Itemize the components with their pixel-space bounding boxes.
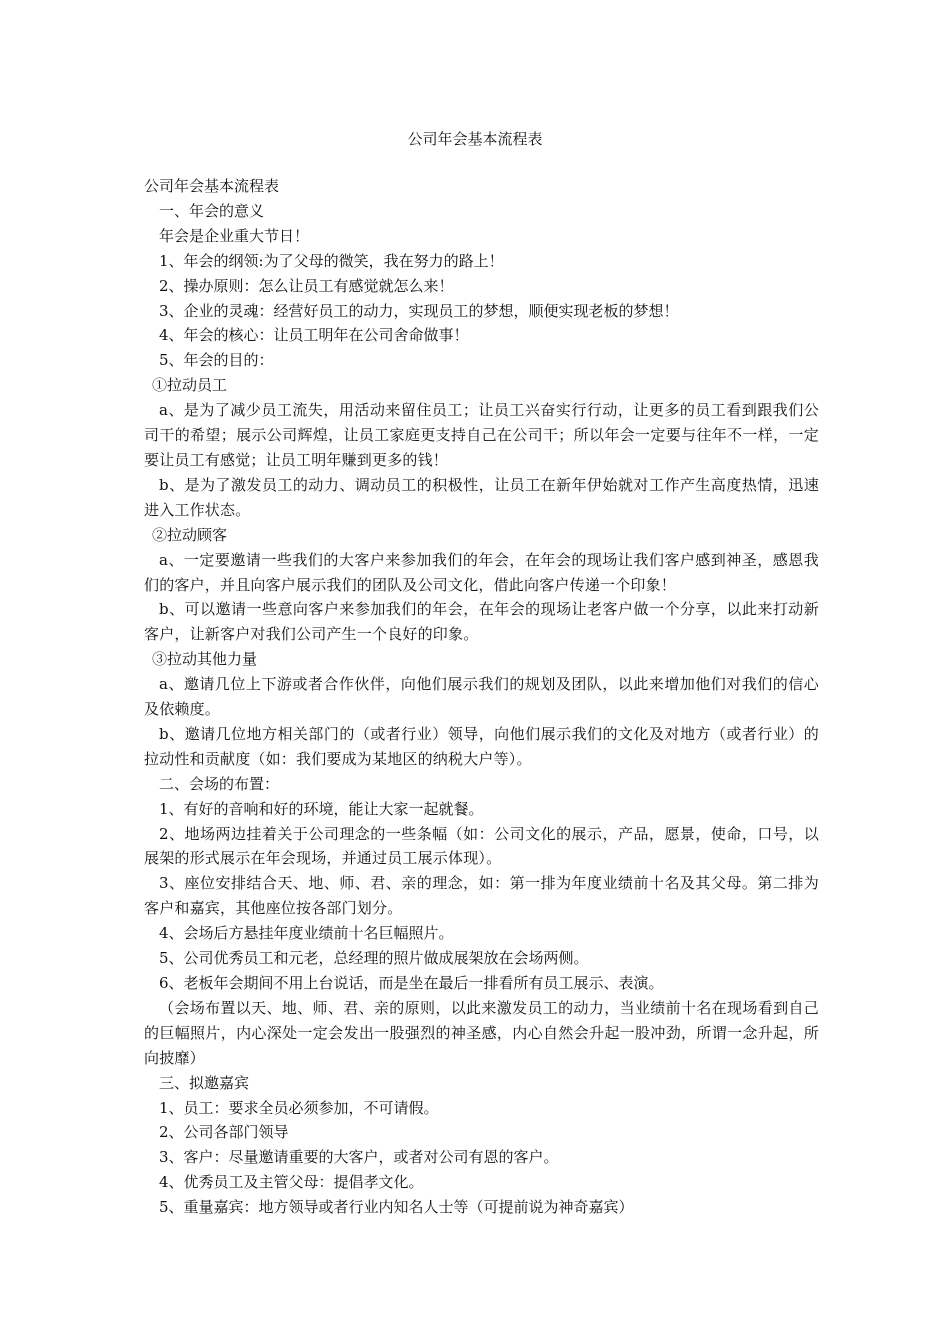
paragraph: 2、公司各部门领导 bbox=[159, 1123, 289, 1142]
paragraph: b、邀请几位地方相关部门的（或者行业）领导，向他们展示我们的文化及对地方（或者行业）的拉动性和贡献度（如：我们要成为某地区的纳税大户等）。 bbox=[144, 724, 819, 768]
paragraph: 1、年会的纲领:为了父母的微笑，我在努力的路上！ bbox=[159, 251, 504, 270]
paragraph: ②拉动顾客 bbox=[152, 525, 228, 544]
paragraph: 2、操办原则：怎么让员工有感觉就怎么来！ bbox=[159, 276, 454, 295]
paragraph: 4、年会的核心：让员工明年在公司舍命做事！ bbox=[159, 326, 469, 345]
paragraph: 5、公司优秀员工和元老，总经理的照片做成展架放在会场两侧。 bbox=[159, 949, 589, 968]
paragraph: 2、地场两边挂着关于公司理念的一些条幅（如：公司文化的展示，产品，愿景，使命，口号，以展架的形式展示在年会现场，并通过员工展示体现）。 bbox=[144, 824, 819, 868]
paragraph: 4、会场后方悬挂年度业绩前十名巨幅照片。 bbox=[159, 924, 454, 943]
paragraph: a、是为了减少员工流失，用活动来留住员工；让员工兴奋实行行动，让更多的员工看到跟我们公司干的希望；展示公司辉煌，让员工家庭更支持自己在公司干；所以年会一定要与往年不一样，一定要让员工有感觉；让员工明年赚到更多的钱！ bbox=[144, 401, 819, 469]
document-body bbox=[144, 174, 819, 1220]
paragraph: 3、座位安排结合天、地、师、君、亲的理念，如：第一排为年度业绩前十名及其父母。第二排为客户和嘉宾，其他座位按各部门划分。 bbox=[144, 874, 819, 918]
paragraph: a、邀请几位上下游或者合作伙伴，向他们展示我们的规划及团队，以此来增加他们对我们的信心及依赖度。 bbox=[144, 675, 819, 719]
paragraph: 公司年会基本流程表 bbox=[144, 177, 280, 195]
paragraph: 1、有好的音响和好的环境，能让大家一起就餐。 bbox=[159, 799, 484, 818]
paragraph: 3、客户：尽量邀请重要的大客户，或者对公司有恩的客户。 bbox=[159, 1148, 559, 1167]
paragraph: 5、年会的目的： bbox=[159, 351, 274, 370]
paragraph: 4、优秀员工及主管父母：提倡孝文化。 bbox=[159, 1173, 424, 1192]
paragraph: 二、会场的布置： bbox=[159, 774, 280, 793]
paragraph: 年会是企业重大节日！ bbox=[159, 226, 310, 245]
paragraph: （会场布置以天、地、师、君、亲的原则，以此来激发员工的动力，当业绩前十名在现场看到自己的巨幅照片，内心深处一定会发出一股强烈的神圣感，内心自然会升起一股冲劲，所谓一念升起，所向披靡） bbox=[144, 998, 819, 1067]
paragraph: ③拉动其他力量 bbox=[152, 650, 258, 669]
paragraph: 一、年会的意义 bbox=[159, 201, 265, 220]
paragraph: b、是为了激发员工的动力、调动员工的积极性，让员工在新年伊始就对工作产生高度热情，迅速进入工作状态。 bbox=[144, 475, 819, 519]
paragraph: 5、重量嘉宾：地方领导或者行业内知名人士等（可提前说为神奇嘉宾） bbox=[159, 1198, 634, 1217]
paragraph: 1、员工：要求全员必须参加，不可请假。 bbox=[159, 1098, 439, 1117]
paragraph: 3、企业的灵魂：经营好员工的动力，实现员工的梦想，顺便实现老板的梦想！ bbox=[159, 301, 679, 320]
paragraph: 6、老板年会期间不用上台说话，而是坐在最后一排看所有员工展示、表演。 bbox=[159, 974, 664, 992]
paragraph: 三、拟邀嘉宾 bbox=[159, 1073, 250, 1092]
paragraph: a、一定要邀请一些我们的大客户来参加我们的年会，在年会的现场让我们客户感到神圣，感恩我们的客户，并且向客户展示我们的团队及公司文化，借此向客户传递一个印象！ bbox=[144, 550, 819, 594]
paragraph: b、可以邀请一些意向客户来参加我们的年会，在年会的现场让老客户做一个分享，以此来打动新客户，让新客户对我们公司产生一个良好的印象。 bbox=[144, 600, 819, 644]
page-title: 公司年会基本流程表 bbox=[407, 130, 543, 148]
paragraph: ①拉动员工 bbox=[152, 376, 228, 395]
